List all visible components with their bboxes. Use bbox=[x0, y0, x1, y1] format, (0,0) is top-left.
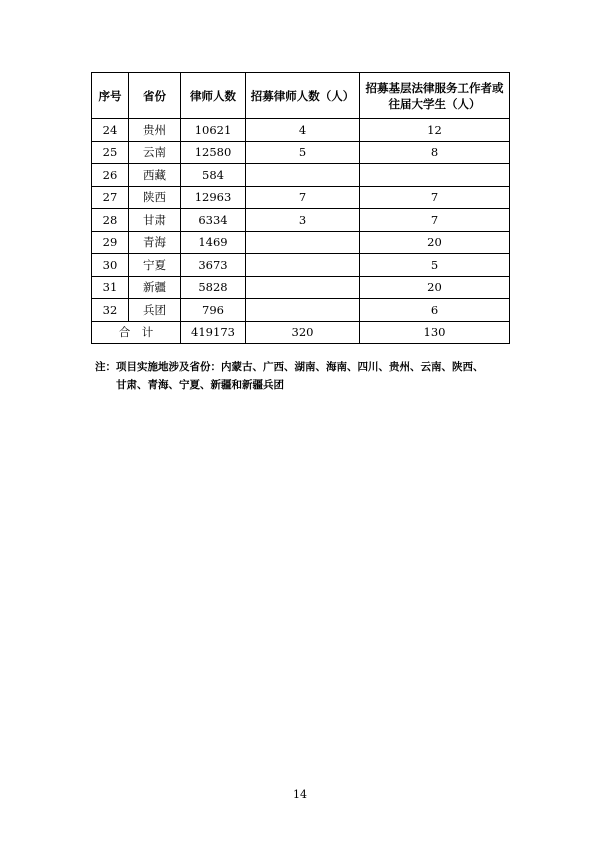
cell-lawyers: 12580 bbox=[181, 141, 246, 164]
header-recruited-workers-label: 招募基层法律服务工作者或往届大学生（人） bbox=[365, 80, 504, 111]
cell-recruited-lawyers: 7 bbox=[246, 186, 360, 209]
cell-seq: 27 bbox=[92, 186, 129, 209]
cell-province: 贵州 bbox=[129, 119, 181, 142]
cell-recruited-workers: 8 bbox=[360, 141, 510, 164]
page-number: 14 bbox=[293, 788, 307, 801]
cell-lawyers: 3673 bbox=[181, 254, 246, 277]
cell-province: 甘肃 bbox=[129, 209, 181, 232]
cell-recruited-lawyers: 3 bbox=[246, 209, 360, 232]
cell-province: 新疆 bbox=[129, 276, 181, 299]
cell-province: 兵团 bbox=[129, 299, 181, 322]
cell-lawyers: 1469 bbox=[181, 231, 246, 254]
total-recruited-workers: 130 bbox=[360, 321, 510, 344]
header-recruited-workers bbox=[360, 73, 510, 119]
cell-province: 西藏 bbox=[129, 164, 181, 187]
cell-seq: 28 bbox=[92, 209, 129, 232]
cell-seq: 31 bbox=[92, 276, 129, 299]
header-lawyers: 律师人数 bbox=[181, 73, 246, 119]
table-row bbox=[92, 254, 510, 277]
total-lawyers: 419173 bbox=[181, 321, 246, 344]
cell-seq: 26 bbox=[92, 164, 129, 187]
cell-recruited-workers: 7 bbox=[360, 209, 510, 232]
total-recruited-lawyers: 320 bbox=[246, 321, 360, 344]
total-label: 合 计 bbox=[92, 321, 181, 344]
table-row bbox=[92, 209, 510, 232]
cell-seq: 25 bbox=[92, 141, 129, 164]
cell-recruited-workers: 7 bbox=[360, 186, 510, 209]
table-header-row bbox=[92, 73, 510, 119]
cell-lawyers: 5828 bbox=[181, 276, 246, 299]
table-total-row bbox=[92, 321, 510, 344]
table-row bbox=[92, 186, 510, 209]
cell-lawyers: 6334 bbox=[181, 209, 246, 232]
cell-lawyers: 796 bbox=[181, 299, 246, 322]
table-row bbox=[92, 119, 510, 142]
cell-seq: 24 bbox=[92, 119, 129, 142]
cell-recruited-lawyers bbox=[246, 231, 360, 254]
table-row bbox=[92, 276, 510, 299]
cell-recruited-lawyers bbox=[246, 254, 360, 277]
lawyer-recruitment-table bbox=[91, 72, 510, 344]
cell-seq: 29 bbox=[92, 231, 129, 254]
cell-lawyers: 10621 bbox=[181, 119, 246, 142]
footnote-line-2: 甘肃、青海、宁夏、新疆和新疆兵团 bbox=[116, 379, 284, 391]
cell-province: 陕西 bbox=[129, 186, 181, 209]
header-province: 省份 bbox=[129, 73, 181, 119]
cell-province: 宁夏 bbox=[129, 254, 181, 277]
cell-lawyers: 584 bbox=[181, 164, 246, 187]
cell-recruited-workers: 5 bbox=[360, 254, 510, 277]
cell-recruited-lawyers: 5 bbox=[246, 141, 360, 164]
cell-province: 云南 bbox=[129, 141, 181, 164]
table-row bbox=[92, 164, 510, 187]
table-row bbox=[92, 299, 510, 322]
cell-recruited-lawyers bbox=[246, 299, 360, 322]
cell-recruited-workers: 20 bbox=[360, 231, 510, 254]
cell-recruited-workers: 20 bbox=[360, 276, 510, 299]
cell-seq: 32 bbox=[92, 299, 129, 322]
cell-recruited-workers bbox=[360, 164, 510, 187]
cell-province: 青海 bbox=[129, 231, 181, 254]
cell-recruited-workers: 6 bbox=[360, 299, 510, 322]
header-seq: 序号 bbox=[92, 73, 129, 119]
cell-recruited-workers: 12 bbox=[360, 119, 510, 142]
cell-recruited-lawyers: 4 bbox=[246, 119, 360, 142]
table-row bbox=[92, 141, 510, 164]
table-row bbox=[92, 231, 510, 254]
table-footnote bbox=[95, 358, 495, 394]
cell-lawyers: 12963 bbox=[181, 186, 246, 209]
cell-recruited-lawyers bbox=[246, 164, 360, 187]
footnote-line-1: 注：项目实施地涉及省份：内蒙古、广西、湖南、海南、四川、贵州、云南、陕西、 bbox=[95, 361, 484, 373]
header-recruited-lawyers: 招募律师人数（人） bbox=[246, 73, 360, 119]
cell-seq: 30 bbox=[92, 254, 129, 277]
cell-recruited-lawyers bbox=[246, 276, 360, 299]
